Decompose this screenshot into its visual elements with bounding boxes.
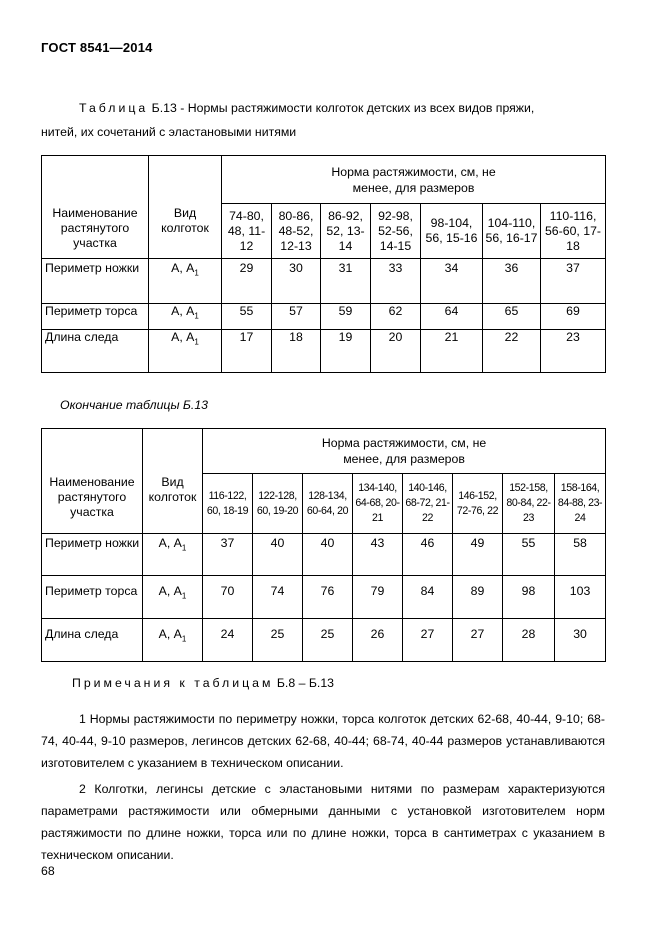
table2-row-label: Периметр ножки — [42, 534, 143, 576]
table1-size-header: 74-80, 48, 11-12 — [222, 204, 272, 259]
table2-row-type — [143, 619, 203, 662]
table1-row-type-subscript: 1 — [194, 311, 199, 321]
table1-size-header: 86-92, 52, 13-14 — [321, 204, 371, 259]
table-row — [42, 619, 606, 662]
table2 — [41, 428, 606, 662]
table1-caption-number: Б.13 — [151, 101, 177, 115]
table1-size-header: 98-104, 56, 15-16 — [421, 204, 483, 259]
table1-cell-value: 20 — [371, 330, 421, 373]
table-row — [42, 534, 606, 576]
table2-norm-header: Норма растяжимости, см, не менее, для размеров — [203, 429, 606, 474]
table2-row-type-text: А, А — [158, 584, 182, 598]
table2-size-header: 146-152, 72-76, 22 — [453, 474, 503, 534]
table2-size-header: 158-164, 84-88, 23-24 — [555, 474, 606, 534]
table1-cell-value: 31 — [321, 259, 371, 304]
table1-cell-value: 18 — [272, 330, 321, 373]
table2-cell-value: 40 — [303, 534, 353, 576]
table1-cell-value: 37 — [541, 259, 606, 304]
table2-cell-value: 40 — [253, 534, 303, 576]
table2-row-type — [143, 576, 203, 619]
table-row — [42, 259, 606, 304]
notes-title-ref: Б.8 – Б.13 — [276, 676, 335, 690]
table1-cell-value: 21 — [421, 330, 483, 373]
table2-cell-value: 55 — [503, 534, 555, 576]
table1-cell-value: 55 — [222, 304, 272, 330]
table2-row-label: Длина следа — [42, 619, 143, 662]
table2-cell-value: 79 — [353, 576, 403, 619]
table2-size-header: 152-158, 80-84, 22-23 — [503, 474, 555, 534]
table1-row-type — [149, 259, 222, 304]
table2-row-type-subscript: 1 — [181, 543, 187, 553]
table2-cell-value: 27 — [403, 619, 453, 662]
table2-cell-value: 76 — [303, 576, 353, 619]
table1-size-header: 104-110, 56, 16-17 — [483, 204, 541, 259]
table2-row-type-subscript: 1 — [181, 591, 187, 601]
table2-size-header: 134-140, 64-68, 20-21 — [353, 474, 403, 534]
table2-cell-value: 25 — [253, 619, 303, 662]
note-1: 1 Нормы растяжимости по периметру ножки, торса колготок детских 62-68, 40-44, 9-10; 68-74, 40-44, 9-10 размеров, легинсов детских 62-68, 40-44; 68-74, 40-44 размеров устанавливаются изготовителем с указанием в техническом описании. — [41, 712, 605, 770]
table2-size-header: 116-122, 60, 18-19 — [203, 474, 253, 534]
table1-cell-value: 57 — [272, 304, 321, 330]
table2-cell-value: 58 — [555, 534, 606, 576]
notes-title — [72, 676, 334, 690]
table2-row-type-text: А, А — [158, 627, 182, 641]
table2-cell-value: 98 — [503, 576, 555, 619]
table1-cell-value: 33 — [371, 259, 421, 304]
table2-row-label: Периметр торса — [42, 576, 143, 619]
table2-cell-value: 89 — [453, 576, 503, 619]
table2-cell-value: 46 — [403, 534, 453, 576]
table1-cell-value: 36 — [483, 259, 541, 304]
table1 — [41, 155, 606, 373]
table1-norm-header: Норма растяжимости, см, не менее, для размеров — [222, 156, 606, 204]
table1-type-header: Вид колготок — [149, 156, 222, 259]
table2-size-header: 122-128, 60, 19-20 — [253, 474, 303, 534]
table1-row-label: Длина следа — [42, 330, 149, 373]
table1-row-type-text: А, А — [171, 304, 195, 318]
table2-cell-value: 24 — [203, 619, 253, 662]
table1-cell-value: 62 — [371, 304, 421, 330]
table2-cell-value: 28 — [503, 619, 555, 662]
table1-size-header: 110-116, 56-60, 17-18 — [541, 204, 606, 259]
table1-row-type-subscript: 1 — [194, 337, 199, 347]
table2-row-type-subscript: 1 — [181, 634, 187, 644]
table1-caption-text2: нитей, их сочетаний с эластановыми нитями — [41, 125, 297, 139]
table2-cell-value: 30 — [555, 619, 606, 662]
table2-cell-value: 84 — [403, 576, 453, 619]
table2-type-header: Вид колготок — [143, 429, 203, 534]
table2-cell-value: 26 — [353, 619, 403, 662]
table1-row-type-text: А, А — [171, 330, 195, 344]
table1-cell-value: 65 — [483, 304, 541, 330]
table2-cell-value: 25 — [303, 619, 353, 662]
table1-cell-value: 17 — [222, 330, 272, 373]
table2-cell-value: 43 — [353, 534, 403, 576]
table1-cell-value: 23 — [541, 330, 606, 373]
table1-cell-value: 59 — [321, 304, 371, 330]
table1-row-label: Периметр ножки — [42, 259, 149, 304]
table1-cell-value: 34 — [421, 259, 483, 304]
table2-row-type — [143, 534, 203, 576]
table-row — [42, 576, 606, 619]
table1-row-type — [149, 330, 222, 373]
table2-cell-value: 37 — [203, 534, 253, 576]
table2-label-header: Наименование растянутого участка — [42, 429, 143, 534]
table2-row-type-text: А, А — [158, 536, 182, 550]
table1-row-label: Периметр торса — [42, 304, 149, 330]
table1-cell-value: 30 — [272, 259, 321, 304]
notes-title-word: Примечания к таблицам — [72, 676, 274, 690]
table1-cell-value: 22 — [483, 330, 541, 373]
table2-continuation-caption: Окончание таблицы Б.13 — [60, 398, 209, 412]
page-number: 68 — [41, 864, 55, 878]
table-row — [42, 330, 606, 373]
table1-label-header: Наименование растянутого участка — [42, 156, 149, 259]
table-row — [42, 304, 606, 330]
table1-cell-value: 69 — [541, 304, 606, 330]
table1-caption-word: Таблица — [79, 101, 149, 115]
table2-size-header: 128-134, 60-64, 20 — [303, 474, 353, 534]
table2-cell-value: 74 — [253, 576, 303, 619]
table1-cell-value: 64 — [421, 304, 483, 330]
table1-caption — [41, 96, 606, 144]
table1-caption-text: - Нормы растяжимости колготок детских из всех видов пряжи, — [180, 101, 535, 115]
table2-size-header: 140-146, 68-72, 21-22 — [403, 474, 453, 534]
table2-cell-value: 70 — [203, 576, 253, 619]
table2-cell-value: 27 — [453, 619, 503, 662]
table2-cell-value: 49 — [453, 534, 503, 576]
table1-cell-value: 19 — [321, 330, 371, 373]
table1-row-type-text: А, А — [171, 261, 195, 275]
table2-cell-value: 103 — [555, 576, 606, 619]
document-header: ГОСТ 8541—2014 — [41, 40, 153, 55]
note-2: 2 Колготки, легинсы детские с эластановыми нитями по размерам характеризуются параметрами растяжимости или обмерными данными с установкой изготовителем норм растяжимости по длине ножки, торса или по длине ножки, торса в сантиметрах с указанием в техническом описании. — [41, 782, 605, 862]
table1-row-type — [149, 304, 222, 330]
table1-cell-value: 29 — [222, 259, 272, 304]
table1-size-header: 80-86, 48-52, 12-13 — [272, 204, 321, 259]
table1-size-header: 92-98, 52-56, 14-15 — [371, 204, 421, 259]
table1-row-type-subscript: 1 — [194, 268, 199, 278]
notes — [41, 708, 605, 870]
